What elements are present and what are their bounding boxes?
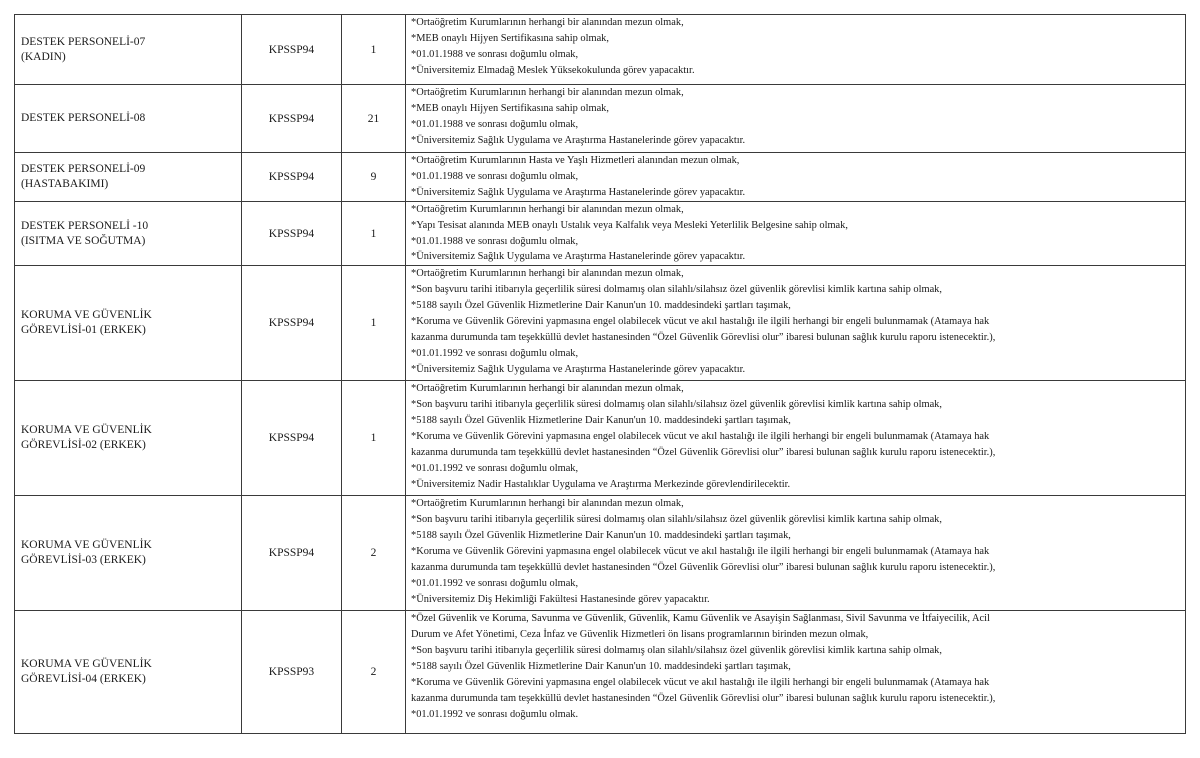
requirements-cell bbox=[406, 85, 1186, 153]
kpss-code-cell bbox=[242, 15, 342, 85]
requirement-line: *Üniversitemiz Diş Hekimliği Fakültesi Hastanesinde görev yapacaktır. bbox=[411, 593, 710, 605]
requirement-line: Durum ve Afet Yönetimi, Ceza İnfaz ve Güvenlik Hizmetleri ön lisans programlarının birinden mezun olmak, bbox=[411, 629, 869, 641]
requirements-cell bbox=[406, 266, 1186, 381]
table-row bbox=[15, 15, 1186, 85]
position-count: 2 bbox=[370, 547, 377, 560]
position-title-line: (ISITMA VE SOĞUTMA) bbox=[21, 234, 146, 247]
position-title-line: DESTEK PERSONELİ-07 bbox=[21, 35, 146, 48]
requirement-line: *5188 sayılı Özel Güvenlik Hizmetlerine Dair Kanun'un 10. maddesindeki şartları taşımak, bbox=[411, 415, 791, 427]
requirement-line: *Son başvuru tarihi itibarıyla geçerlilik süresi dolmamış olan silahlı/silahsız özel güvenlik görevlisi kimlik kartına sahip olmak, bbox=[411, 645, 942, 657]
requirement-line: *01.01.1988 ve sonrası doğumlu olmak, bbox=[411, 170, 579, 182]
kpss-code: KPSSP94 bbox=[268, 170, 315, 183]
requirement-line: *Özel Güvenlik ve Koruma, Savunma ve Güvenlik, Güvenlik, Kamu Güvenlik ve Asayişin Sağlanması, Sivil Savunma ve İtfaiyecilik, Acil bbox=[411, 613, 990, 625]
kpss-code: KPSSP94 bbox=[268, 432, 315, 445]
requirement-line: *01.01.1988 ve sonrası doğumlu olmak, bbox=[411, 235, 579, 247]
table-row bbox=[15, 266, 1186, 381]
requirement-line: *Koruma ve Güvenlik Görevini yapmasına engel olabilecek vücut ve akıl hastalığı ile ilgili herhangi bir engeli bulunmamak (Atamaya hak bbox=[411, 316, 990, 328]
position-count: 1 bbox=[370, 317, 377, 330]
positions-table bbox=[14, 14, 1186, 734]
position-count-cell bbox=[342, 15, 406, 85]
position-title-line: DESTEK PERSONELİ -10 bbox=[21, 219, 149, 232]
requirement-line: *MEB onaylı Hijyen Sertifikasına sahip olmak, bbox=[411, 102, 609, 114]
requirements-cell bbox=[406, 496, 1186, 611]
position-title-cell bbox=[15, 611, 242, 734]
position-count-cell bbox=[342, 381, 406, 496]
position-count-cell bbox=[342, 85, 406, 153]
table-row bbox=[15, 153, 1186, 202]
requirements-cell bbox=[406, 15, 1186, 85]
position-title-line: GÖREVLİSİ-03 (ERKEK) bbox=[21, 554, 146, 567]
position-count: 21 bbox=[367, 112, 380, 125]
requirement-line: *Ortaöğretim Kurumlarının herhangi bir alanından mezun olmak, bbox=[411, 17, 684, 28]
kpss-code-cell bbox=[242, 85, 342, 153]
requirement-line: kazanma durumunda tam teşekküllü devlet hastanesinden “Özel Güvenlik Görevlisi olur” ibaresi bulunan sağlık kurulu raporu istenecektir.), bbox=[411, 561, 996, 573]
requirement-line: *Üniversitemiz Sağlık Uygulama ve Araştırma Hastanelerinde görev yapacaktır. bbox=[411, 186, 746, 198]
requirement-line: *01.01.1992 ve sonrası doğumlu olmak, bbox=[411, 577, 579, 589]
requirements-cell bbox=[406, 153, 1186, 202]
position-title-cell bbox=[15, 153, 242, 202]
kpss-code: KPSSP94 bbox=[268, 317, 315, 330]
position-title-cell bbox=[15, 15, 242, 85]
table-row bbox=[15, 496, 1186, 611]
table-row bbox=[15, 201, 1186, 266]
requirement-line: *Ortaöğretim Kurumlarının herhangi bir alanından mezun olmak, bbox=[411, 498, 684, 510]
requirement-line: *Yapı Tesisat alanında MEB onaylı Ustalık veya Kalfalık veya Mesleki Yeterlilik Belgesine sahip olmak, bbox=[411, 219, 848, 231]
requirement-line: *Üniversitemiz Sağlık Uygulama ve Araştırma Hastanelerinde görev yapacaktır. bbox=[411, 363, 746, 375]
position-count: 9 bbox=[370, 170, 377, 183]
position-count: 2 bbox=[370, 666, 377, 679]
position-title-line: KORUMA VE GÜVENLİK bbox=[21, 424, 152, 437]
kpss-code-cell bbox=[242, 201, 342, 266]
position-title-cell bbox=[15, 496, 242, 611]
requirements-cell bbox=[406, 611, 1186, 734]
requirement-line: *01.01.1992 ve sonrası doğumlu olmak, bbox=[411, 347, 579, 359]
requirement-line: *Üniversitemiz Nadir Hastalıklar Uygulama ve Araştırma Merkezinde görevlendirilecektir. bbox=[411, 478, 791, 490]
requirement-line: *Koruma ve Güvenlik Görevini yapmasına engel olabilecek vücut ve akıl hastalığı ile ilgili herhangi bir engeli bulunmamak (Atamaya hak bbox=[411, 676, 990, 688]
position-count-cell bbox=[342, 266, 406, 381]
requirement-line: *01.01.1992 ve sonrası doğumlu olmak. bbox=[411, 708, 579, 720]
requirement-line: *Ortaöğretim Kurumlarının herhangi bir alanından mezun olmak, bbox=[411, 268, 684, 280]
position-count-cell bbox=[342, 201, 406, 266]
requirement-line: *Koruma ve Güvenlik Görevini yapmasına engel olabilecek vücut ve akıl hastalığı ile ilgili herhangi bir engeli bulunmamak (Atamaya hak bbox=[411, 546, 990, 558]
requirement-line: kazanma durumunda tam teşekküllü devlet hastanesinden “Özel Güvenlik Görevlisi olur” ibaresi bulunan sağlık kurulu raporu istenecektir.), bbox=[411, 692, 996, 704]
kpss-code-cell bbox=[242, 611, 342, 734]
position-title-line: DESTEK PERSONELİ-09 bbox=[21, 162, 146, 175]
position-count-cell bbox=[342, 496, 406, 611]
requirement-line: kazanma durumunda tam teşekküllü devlet hastanesinden “Özel Güvenlik Görevlisi olur” ibaresi bulunan sağlık kurulu raporu istenecektir.), bbox=[411, 331, 996, 343]
positions-table-body bbox=[15, 15, 1186, 734]
requirement-line: *01.01.1988 ve sonrası doğumlu olmak, bbox=[411, 48, 579, 60]
position-title-line: GÖREVLİSİ-01 (ERKEK) bbox=[21, 324, 146, 337]
position-title-line: KORUMA VE GÜVENLİK bbox=[21, 539, 152, 552]
requirement-line: *Son başvuru tarihi itibarıyla geçerlilik süresi dolmamış olan silahlı/silahsız özel güvenlik görevlisi kimlik kartına sahip olmak, bbox=[411, 284, 942, 296]
requirement-line: *Üniversitemiz Sağlık Uygulama ve Araştırma Hastanelerinde görev yapacaktır. bbox=[411, 134, 746, 146]
position-title-line: GÖREVLİSİ-02 (ERKEK) bbox=[21, 439, 146, 452]
position-count-cell bbox=[342, 153, 406, 202]
requirement-line: *5188 sayılı Özel Güvenlik Hizmetlerine Dair Kanun'un 10. maddesindeki şartları taşımak, bbox=[411, 530, 791, 542]
position-title-cell bbox=[15, 201, 242, 266]
requirement-line: kazanma durumunda tam teşekküllü devlet hastanesinden “Özel Güvenlik Görevlisi olur” ibaresi bulunan sağlık kurulu raporu istenecektir.), bbox=[411, 446, 996, 458]
position-count: 1 bbox=[370, 43, 377, 56]
requirement-line: *Koruma ve Güvenlik Görevini yapmasına engel olabilecek vücut ve akıl hastalığı ile ilgili herhangi bir engeli bulunmamak (Atamaya hak bbox=[411, 431, 990, 443]
position-title-line: GÖREVLİSİ-04 (ERKEK) bbox=[21, 673, 146, 686]
requirement-line: *5188 sayılı Özel Güvenlik Hizmetlerine Dair Kanun'un 10. maddesindeki şartları taşımak, bbox=[411, 661, 791, 673]
kpss-code-cell bbox=[242, 153, 342, 202]
requirement-line: *Ortaöğretim Kurumlarının herhangi bir alanından mezun olmak, bbox=[411, 203, 684, 215]
position-count-cell bbox=[342, 611, 406, 734]
position-count: 1 bbox=[370, 227, 377, 240]
position-count: 1 bbox=[370, 432, 377, 445]
requirement-line: *Ortaöğretim Kurumlarının herhangi bir alanından mezun olmak, bbox=[411, 87, 684, 98]
position-title-line: KORUMA VE GÜVENLİK bbox=[21, 309, 152, 322]
kpss-code-cell bbox=[242, 266, 342, 381]
requirement-line: *Ortaöğretim Kurumlarının herhangi bir alanından mezun olmak, bbox=[411, 383, 684, 395]
kpss-code-cell bbox=[242, 496, 342, 611]
requirement-line: *Ortaöğretim Kurumlarının Hasta ve Yaşlı Hizmetleri alanından mezun olmak, bbox=[411, 155, 740, 166]
table-row bbox=[15, 381, 1186, 496]
table-row bbox=[15, 85, 1186, 153]
requirement-line: *Son başvuru tarihi itibarıyla geçerlilik süresi dolmamış olan silahlı/silahsız özel güvenlik görevlisi kimlik kartına sahip olmak, bbox=[411, 514, 942, 526]
requirement-line: *01.01.1988 ve sonrası doğumlu olmak, bbox=[411, 118, 579, 130]
requirement-line: *Üniversitemiz Elmadağ Meslek Yüksekokulunda görev yapacaktır. bbox=[411, 64, 695, 76]
requirement-line: *Son başvuru tarihi itibarıyla geçerlilik süresi dolmamış olan silahlı/silahsız özel güvenlik görevlisi kimlik kartına sahip olmak, bbox=[411, 399, 942, 411]
position-title-line: KORUMA VE GÜVENLİK bbox=[21, 658, 152, 671]
position-title-cell bbox=[15, 85, 242, 153]
requirement-line: *Üniversitemiz Sağlık Uygulama ve Araştırma Hastanelerinde görev yapacaktır. bbox=[411, 251, 746, 263]
kpss-code: KPSSP94 bbox=[268, 112, 315, 125]
requirements-cell bbox=[406, 381, 1186, 496]
position-title-line: (KADIN) bbox=[21, 50, 66, 63]
position-title-cell bbox=[15, 381, 242, 496]
kpss-code-cell bbox=[242, 381, 342, 496]
requirement-line: *01.01.1992 ve sonrası doğumlu olmak, bbox=[411, 462, 579, 474]
requirements-cell bbox=[406, 201, 1186, 266]
kpss-code: KPSSP94 bbox=[268, 227, 315, 240]
position-title-line: DESTEK PERSONELİ-08 bbox=[21, 112, 146, 124]
position-title-line: (HASTABAKIMI) bbox=[21, 177, 109, 190]
kpss-code: KPSSP93 bbox=[268, 666, 315, 679]
requirement-line: *5188 sayılı Özel Güvenlik Hizmetlerine Dair Kanun'un 10. maddesindeki şartları taşımak, bbox=[411, 300, 791, 312]
table-row bbox=[15, 611, 1186, 734]
kpss-code: KPSSP94 bbox=[268, 43, 315, 56]
requirement-line: *MEB onaylı Hijyen Sertifikasına sahip olmak, bbox=[411, 32, 609, 44]
kpss-code: KPSSP94 bbox=[268, 547, 315, 560]
position-title-cell bbox=[15, 266, 242, 381]
